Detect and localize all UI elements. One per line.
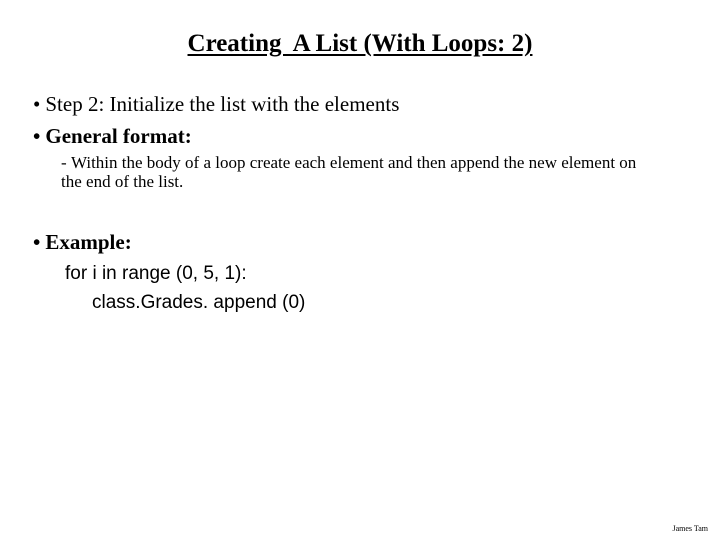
bullet-text: Example: [45, 230, 132, 254]
sub-bullet-description [61, 153, 661, 191]
bullet-example [33, 230, 132, 255]
bullet-text: Step 2: Initialize the list with the elements [45, 92, 400, 116]
footer-author: James Tam [672, 524, 708, 533]
bullet-marker: • [33, 230, 41, 254]
code-line-append: class.Grades. append (0) [92, 292, 306, 313]
slide-title: Creating A List (With Loops: 2) [187, 30, 533, 57]
bullet-general-format [33, 124, 192, 149]
bullet-marker: • [33, 124, 41, 148]
code-line-loop: for i in range (0, 5, 1): [65, 263, 247, 284]
sub-bullet-text: Within the body of a loop create each element and then append the new element on the end of the list. [61, 153, 637, 191]
bullet-text: General format: [45, 124, 192, 148]
bullet-marker: • [33, 92, 41, 116]
bullet-step-2 [33, 92, 399, 117]
sub-bullet-marker: - [61, 153, 67, 172]
